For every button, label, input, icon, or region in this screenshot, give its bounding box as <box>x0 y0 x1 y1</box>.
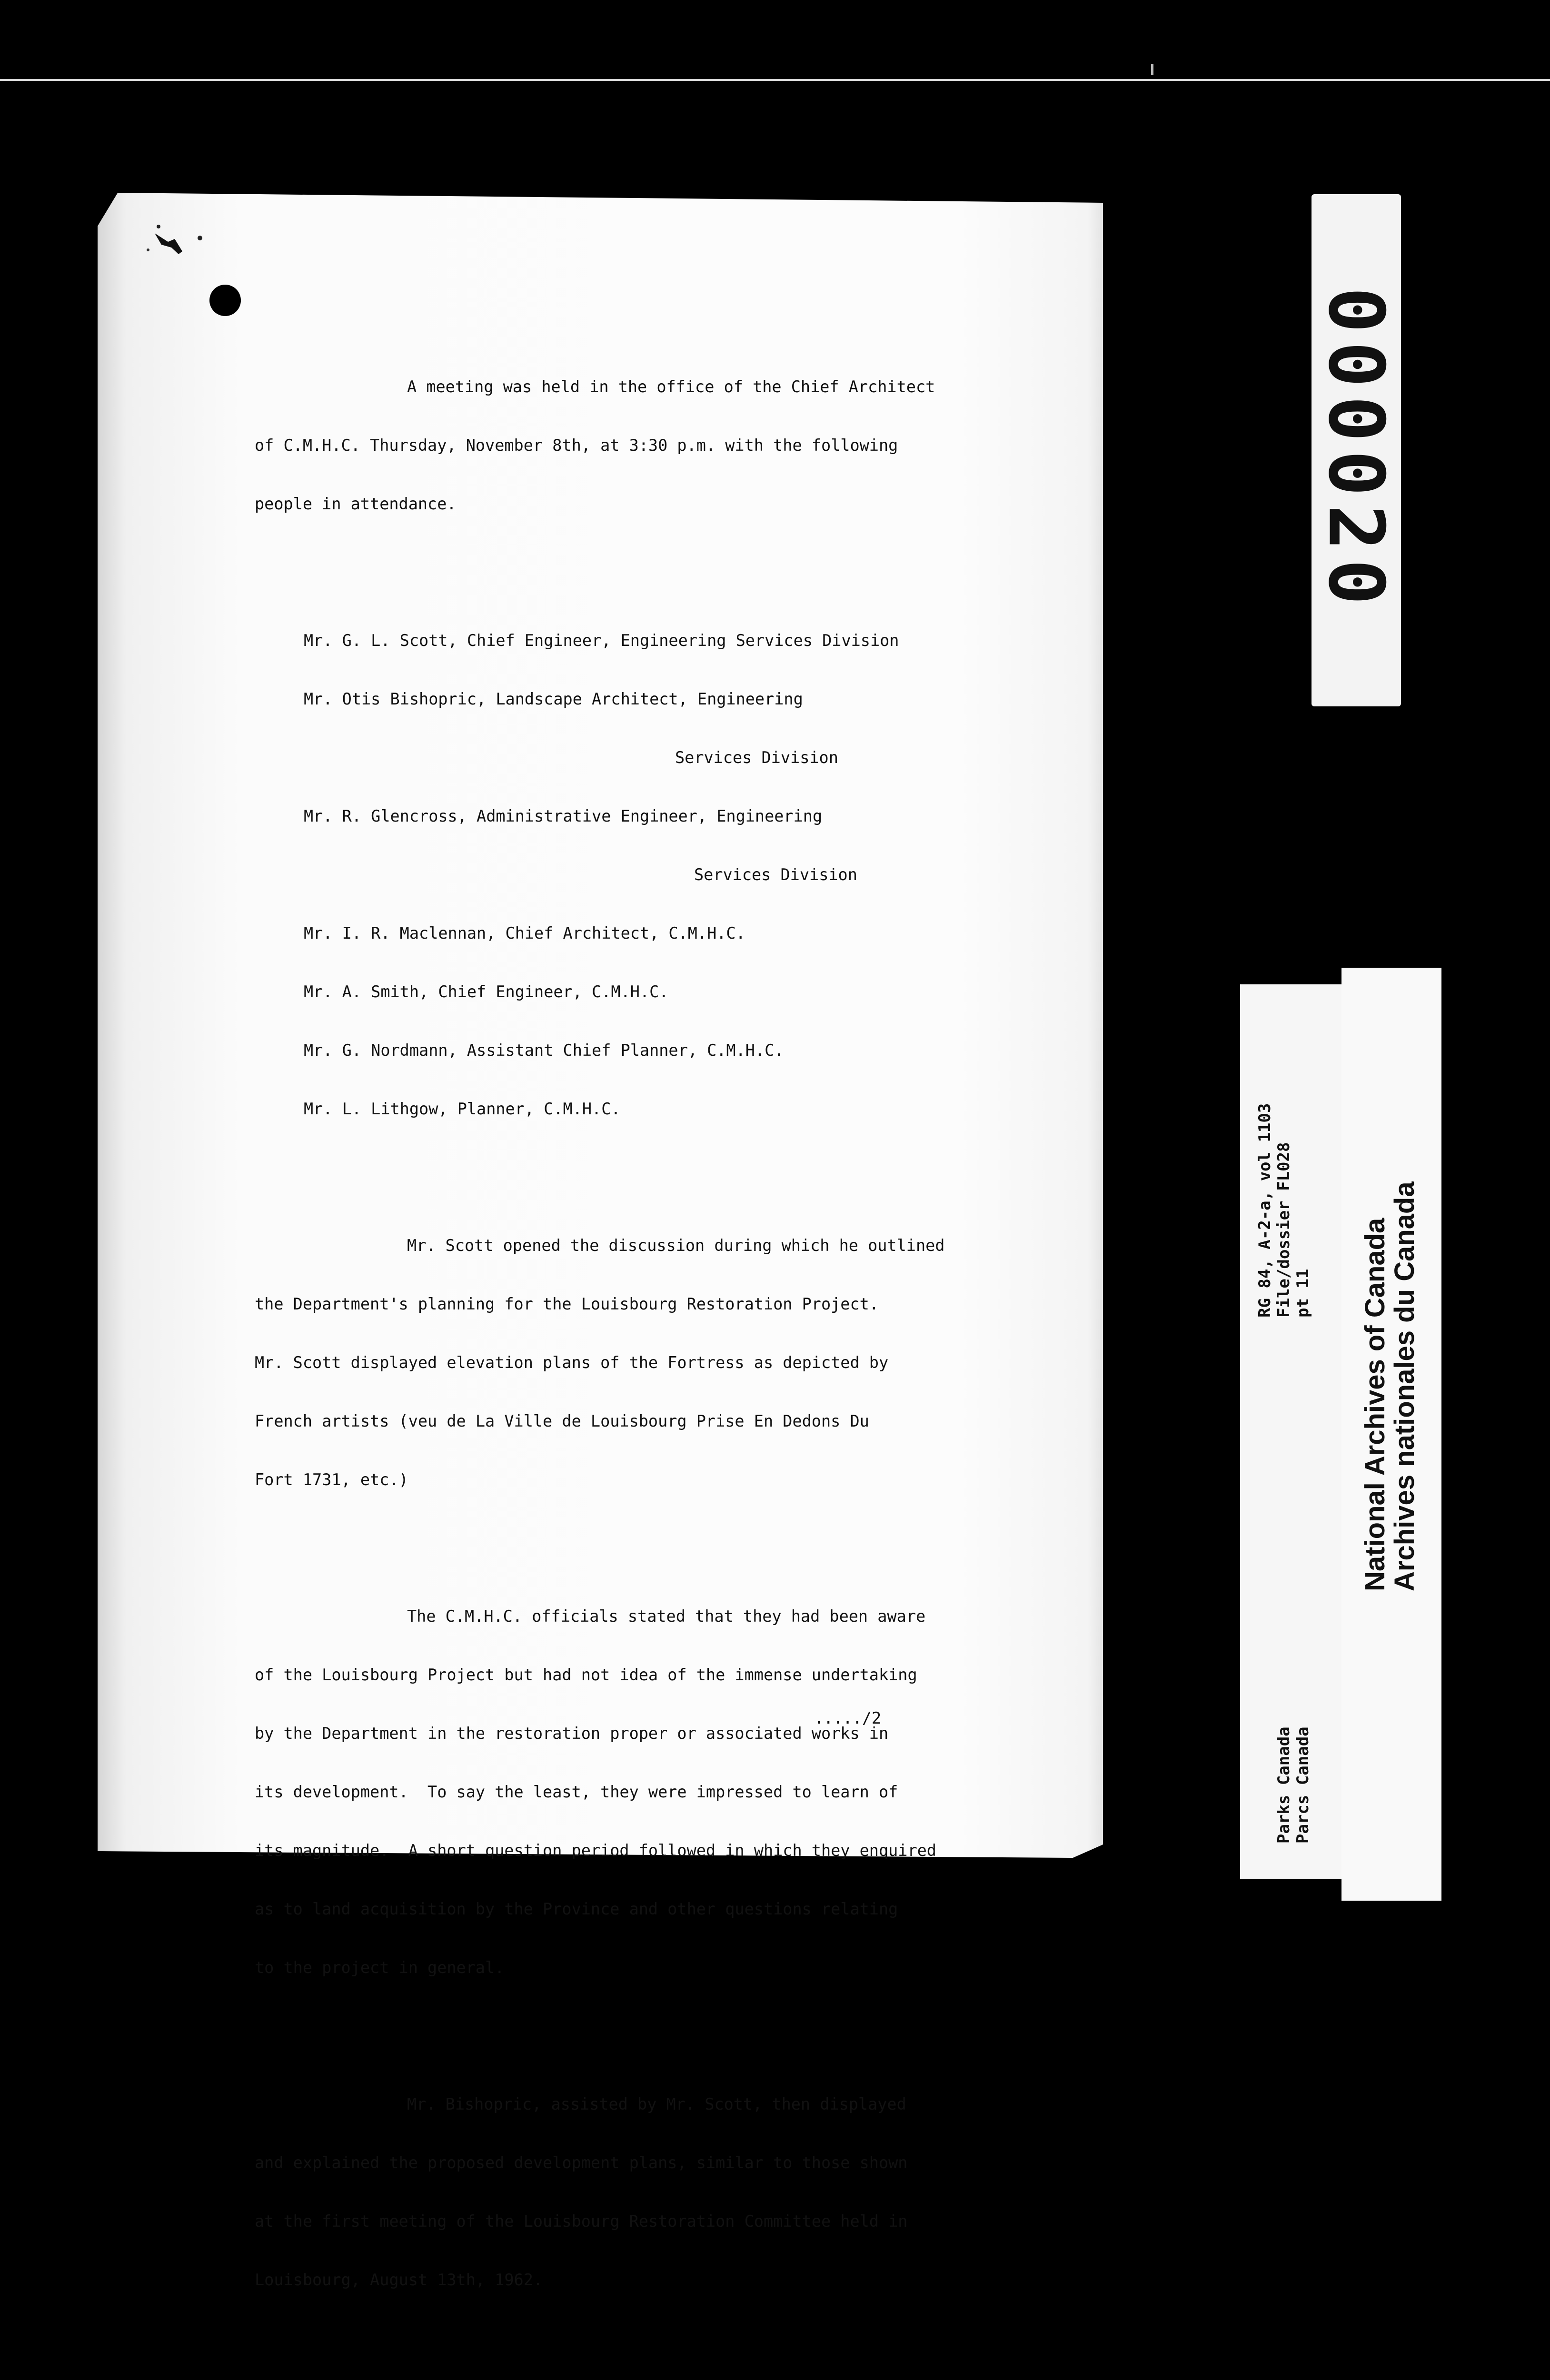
reference-label <box>1240 984 1346 1879</box>
text-line: Fort 1731, etc.) <box>255 1470 408 1489</box>
text-line: at the first meeting of the Louisbourg Restoration Committee held in <box>255 2212 908 2231</box>
text-line: its development. To say the least, they were impressed to learn of <box>255 1783 898 1801</box>
reference-block <box>1255 1103 1312 1318</box>
frame-tick-mark <box>1151 64 1153 75</box>
memo-text <box>255 338 1026 2380</box>
reference-line: RG 84, A-2-a, vol 1103 <box>1255 1103 1274 1318</box>
text-line: as to land acquisition by the Province and other questions relating <box>255 1900 898 1918</box>
text-line: of the Louisbourg Project but had not idea of the immense undertaking <box>255 1666 917 1684</box>
attendee-line: Mr. Otis Bishopric, Landscape Architect, Engineering <box>304 690 803 708</box>
punch-hole <box>209 285 241 316</box>
archives-label <box>1341 968 1441 1901</box>
paper-specks <box>145 224 212 281</box>
scanner-frame-line <box>0 79 1550 81</box>
text-line: Mr. Scott displayed elevation plans of the Fortress as depicted by <box>255 1353 889 1372</box>
page-continuation: ...../2 <box>814 1709 882 1727</box>
text-line: A meeting was held in the office of the Chief Architect <box>407 377 935 396</box>
attendee-line: Mr. I. R. Maclennan, Chief Architect, C.M.H.C. <box>304 924 745 942</box>
frame-number: 000020 <box>1312 287 1401 614</box>
agency-line: Parcs Canada <box>1293 1726 1312 1844</box>
text-line: Louisbourg, August 13th, 1962. <box>255 2271 543 2289</box>
frame-number-strip <box>1312 194 1401 706</box>
attendee-line: Mr. R. Glencross, Administrative Engineer, Engineering <box>304 807 823 825</box>
archives-line: National Archives of Canada <box>1360 1218 1391 1591</box>
attendee-line: Mr. G. Nordmann, Assistant Chief Planner, C.M.H.C. <box>304 1041 784 1060</box>
text-line: Mr. Scott opened the discussion during which he outlined <box>407 1236 945 1255</box>
text-line: Mr. Bishopric, assisted by Mr. Scott, then displayed <box>407 2095 906 2113</box>
attendee-line: Mr. L. Lithgow, Planner, C.M.H.C. <box>304 1100 621 1118</box>
text-line: of C.M.H.C. Thursday, November 8th, at 3:30 p.m. with the following <box>255 436 898 455</box>
archives-line: Archives nationales du Canada <box>1389 1181 1420 1591</box>
attendee-line: Mr. A. Smith, Chief Engineer, C.M.H.C. <box>304 982 669 1001</box>
text-line: people in attendance. <box>255 495 457 513</box>
attendee-line: Services Division <box>694 865 857 884</box>
agency-block <box>1274 1726 1312 1844</box>
text-line: The C.M.H.C. officials stated that they had been aware <box>407 1607 926 1626</box>
reference-line: File/dossier FL028 <box>1274 1142 1293 1318</box>
text-line: French artists (veu de La Ville de Louisbourg Prise En Dedons Du <box>255 1412 869 1430</box>
text-line: its magnitude. A short question period followed in which they enquired <box>255 1841 936 1860</box>
attendee-line: Mr. G. L. Scott, Chief Engineer, Engineering Services Division <box>304 631 899 650</box>
text-line: by the Department in the restoration proper or associated works in <box>255 1724 889 1743</box>
text-line: to the project in general. <box>255 1958 505 1977</box>
agency-line: Parks Canada <box>1274 1726 1293 1844</box>
attendee-line: Services Division <box>675 748 838 767</box>
reference-line: pt 11 <box>1293 1269 1312 1318</box>
text-line: the Department's planning for the Louisbourg Restoration Project. <box>255 1295 879 1313</box>
text-line: and explained the proposed development plans, similar to those shown <box>255 2153 908 2172</box>
archives-block <box>1361 1181 1420 1591</box>
